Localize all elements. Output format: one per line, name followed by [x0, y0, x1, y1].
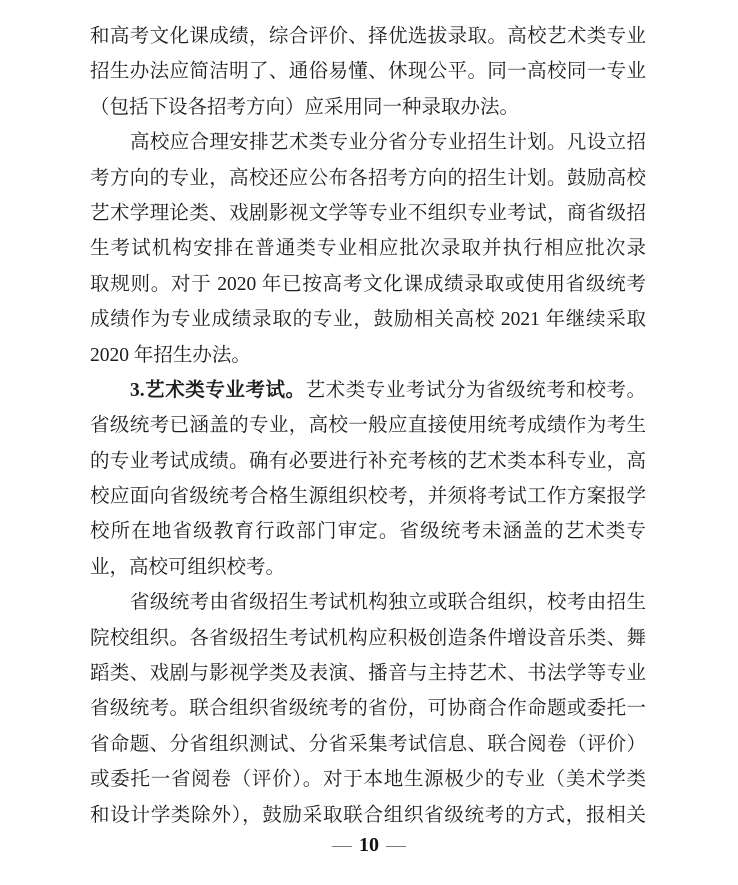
- text-line: 生考试机构安排在普通类专业相应批次录取并执行相应批次录: [90, 238, 646, 260]
- text-line: （包括下设各招考方向）应采用同一种录取办法。: [90, 96, 520, 118]
- page-number-dash-right: —: [386, 834, 406, 856]
- text-line: 高校应合理安排艺术类专业分省分专业招生计划。凡设立招: [130, 132, 646, 154]
- text-line: 校应面向省级统考合格生源组织校考，并须将考试工作方案报学: [90, 486, 646, 508]
- text-line: 考方向的专业，高校还应公布各招考方向的招生计划。鼓励高校: [90, 167, 646, 189]
- text-line: [90, 373, 646, 408]
- page-number-value: 10: [359, 834, 379, 856]
- text-line: 2020 年招生办法。: [90, 344, 251, 366]
- text-line: 业，高校可组织校考。: [90, 556, 286, 578]
- text-line: 和高考文化课成绩，综合评价、择优选拔录取。高校艺术类专业: [90, 26, 646, 47]
- text-line: 省级统考由省级招生考试机构独立或联合组织，校考由招生: [130, 592, 646, 614]
- page-number-dash-left: —: [332, 834, 352, 856]
- text-line: 或委托一省阅卷（评价）。对于本地生源极少的专业（美术学类: [90, 769, 646, 791]
- text-line: 院校组织。各省级招生考试机构应积极创造条件增设音乐类、舞: [90, 627, 646, 649]
- text-line: 成绩作为专业成绩录取的专业，鼓励相关高校 2021 年继续采取: [90, 309, 646, 331]
- text-line: 蹈类、戏剧与影视学类及表演、播音与主持艺术、书法学等专业: [90, 663, 646, 685]
- text-line: 省命题、分省组织测试、分省采集考试信息、联合阅卷（评价）: [90, 733, 646, 755]
- text-line: 省级统考。联合组织省级统考的省份，可协商合作命题或委托一: [90, 698, 646, 720]
- page-number: [0, 834, 738, 856]
- text-segment: 艺术类专业考试分为省级统考和校考。: [305, 379, 646, 401]
- text-line: 省级统考已涵盖的专业，高校一般应直接使用统考成绩作为考生: [90, 415, 646, 437]
- text-line: 校所在地省级教育行政部门审定。省级统考未涵盖的艺术类专: [90, 521, 646, 543]
- text-line: 的专业考试成绩。确有必要进行补充考核的艺术类本科专业，高: [90, 450, 646, 472]
- text-line: 取规则。对于 2020 年已按高考文化课成绩录取或使用省级统考: [90, 273, 646, 295]
- section-heading: 3.艺术类专业考试。: [130, 379, 306, 401]
- text-line: 艺术学理论类、戏剧影视文学等专业不组织专业考试，商省级招: [90, 202, 646, 224]
- text-line: 和设计学类除外），鼓励采取联合组织省级统考的方式，报相关: [90, 804, 646, 826]
- text-line: 招生办法应简洁明了、通俗易懂、休现公平。同一高校同一专业: [90, 61, 646, 83]
- document-text-block: [90, 19, 646, 833]
